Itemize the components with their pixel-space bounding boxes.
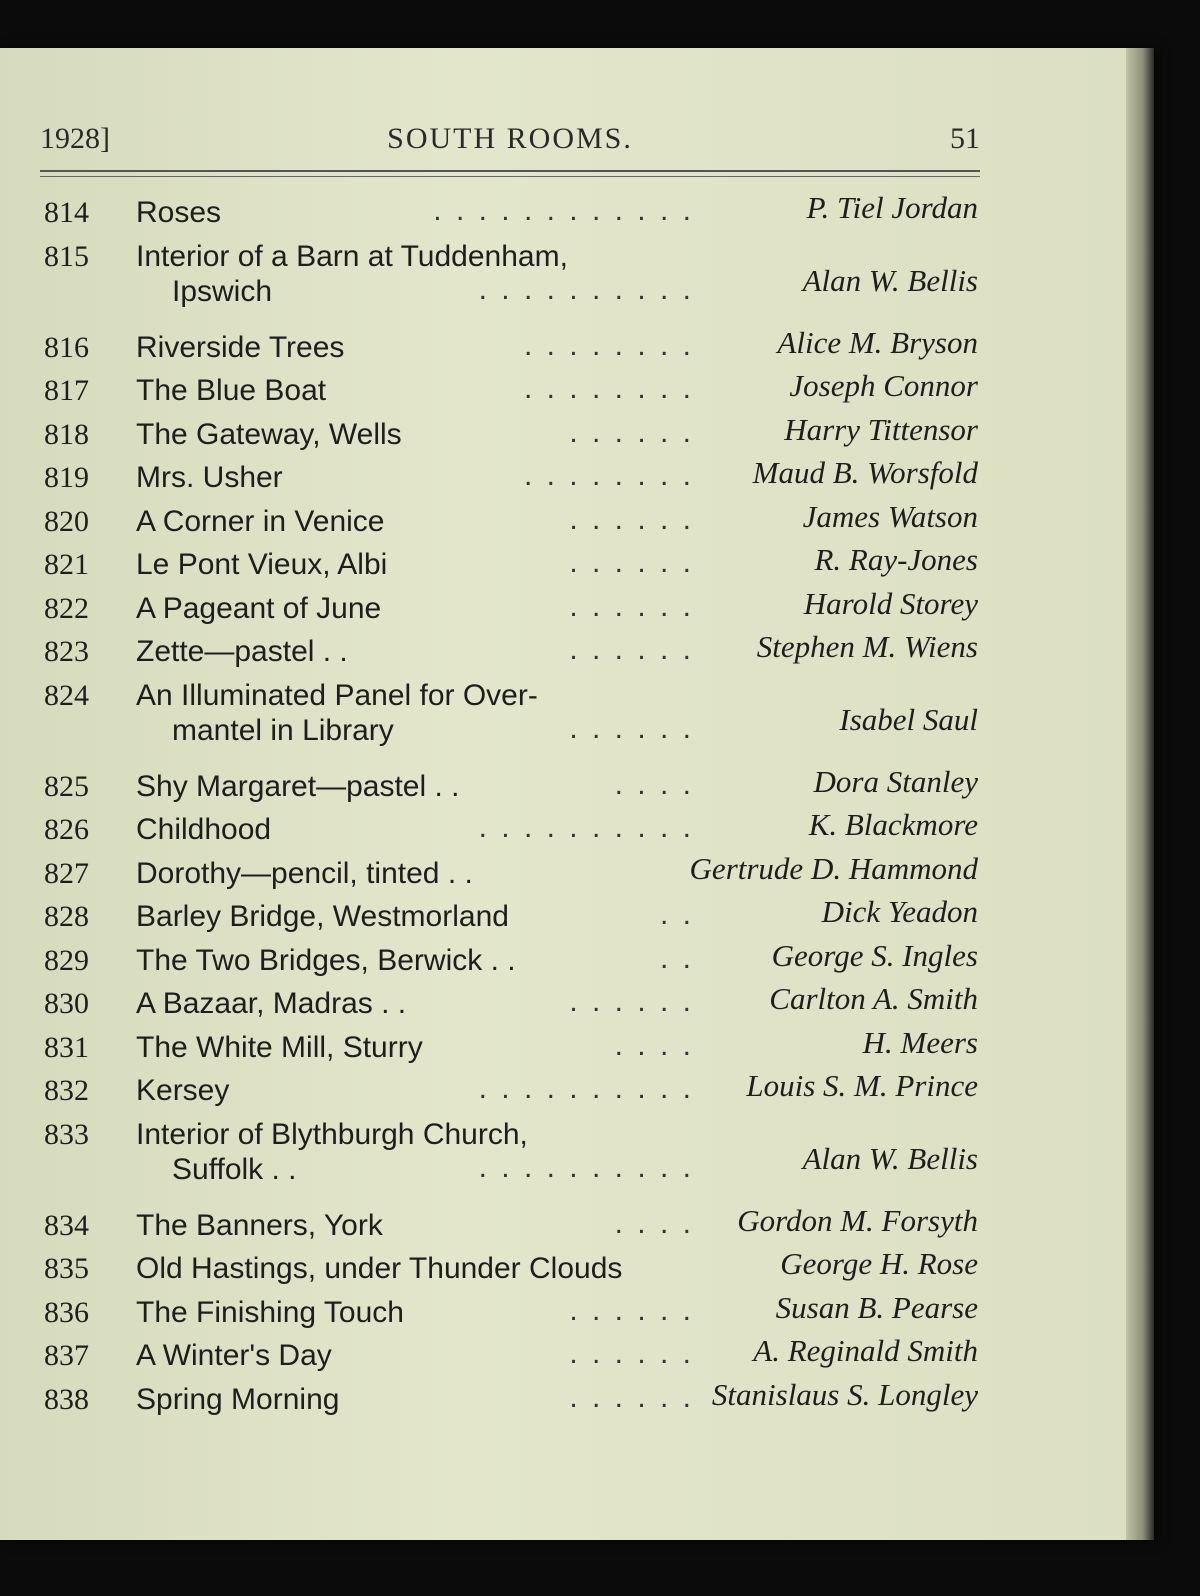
entry-title: Zette—pastel . . xyxy=(136,635,348,668)
entry-artist: Harry Tittensor xyxy=(784,411,978,447)
entry-artist: Carlton A. Smith xyxy=(769,981,978,1016)
dot-leader: . . . . . . xyxy=(569,1337,694,1370)
entry-number: 837 xyxy=(44,1339,89,1372)
entry-artist: Dora Stanley xyxy=(813,763,978,799)
dot-leader: . . . . xyxy=(614,1028,694,1062)
entry-number: 832 xyxy=(44,1074,89,1107)
entry-title-continued: mantel in Library xyxy=(172,714,394,747)
page-edge xyxy=(1126,48,1154,1540)
entry-number: 838 xyxy=(44,1382,89,1416)
entry-artist: Alan W. Bellis xyxy=(802,1141,978,1176)
entry-artist: George S. Ingles xyxy=(771,937,978,973)
entry-title: The Two Bridges, Berwick . . xyxy=(136,943,516,977)
entry-artist: Alice M. Bryson xyxy=(777,324,978,360)
entry-artist: Louis S. M. Prince xyxy=(746,1068,978,1103)
dot-leader: . . xyxy=(659,941,694,975)
dot-leader: . . . . . . xyxy=(569,985,694,1018)
entry-artist: P. Tiel Jordan xyxy=(806,190,978,225)
dot-leader: . . . . . . xyxy=(569,415,694,449)
entry-title: Riverside Trees xyxy=(136,330,345,364)
entry-title: Dorothy—pencil, tinted . . xyxy=(136,856,473,890)
entry-title: Kersey xyxy=(136,1074,230,1107)
entry-title: A Bazaar, Madras . . xyxy=(136,987,407,1020)
entry-artist: Gordon M. Forsyth xyxy=(737,1202,978,1238)
dot-leader: . . xyxy=(659,898,694,931)
catalogue-entry xyxy=(44,1068,984,1118)
dot-leader: . . . . . . xyxy=(569,502,694,536)
entry-number: 818 xyxy=(44,417,89,451)
entry-title: Le Pont Vieux, Albi xyxy=(136,548,388,581)
entry-number: 819 xyxy=(44,461,89,494)
entry-artist: A. Reginald Smith xyxy=(753,1333,978,1368)
page-number: 51 xyxy=(950,122,980,155)
entry-number: 814 xyxy=(44,196,89,229)
entry-artist: George H. Rose xyxy=(780,1246,978,1281)
entry-number: 821 xyxy=(44,548,89,581)
entry-title-continued: Suffolk . . xyxy=(172,1153,297,1186)
entry-number: 824 xyxy=(44,678,89,712)
entry-number: 815 xyxy=(44,239,89,273)
entry-title: Roses xyxy=(136,196,222,229)
entry-title: A Corner in Venice xyxy=(136,504,385,538)
dot-leader: . . . . . . . . xyxy=(523,459,694,492)
dot-leader: . . . . . . xyxy=(569,546,694,579)
dot-leader: . . . . . . . . . . xyxy=(478,273,694,306)
entry-number: 826 xyxy=(44,813,89,846)
entry-number: 831 xyxy=(44,1030,89,1064)
entry-number: 823 xyxy=(44,635,89,668)
entry-number: 822 xyxy=(44,591,89,625)
entry-title: The Gateway, Wells xyxy=(136,417,402,451)
header-title: SOUTH ROOMS. xyxy=(387,122,633,155)
entry-number: 825 xyxy=(44,769,89,803)
dot-leader: . . . . . . . . . . . . xyxy=(433,194,694,227)
dot-leader: . . . . xyxy=(614,1206,694,1240)
dot-leader: . . . . . . xyxy=(569,589,694,623)
entry-number: 820 xyxy=(44,504,89,538)
entry-artist: Maud B. Worsfold xyxy=(752,455,978,490)
entry-title: The Blue Boat xyxy=(136,374,327,407)
catalogue-entry xyxy=(44,190,984,240)
catalogue-entry xyxy=(44,240,984,325)
dot-leader: . . . . . . . . . . xyxy=(478,811,694,844)
entry-artist: Isabel Saul xyxy=(839,702,978,737)
entry-number: 834 xyxy=(44,1208,89,1242)
entry-artist: H. Meers xyxy=(862,1024,978,1060)
entry-title: The Finishing Touch xyxy=(136,1295,404,1329)
entry-artist: James Watson xyxy=(802,498,978,534)
entry-title: Childhood xyxy=(136,813,272,846)
entry-artist: K. Blackmore xyxy=(808,807,978,842)
entry-artist: Alan W. Bellis xyxy=(802,263,978,298)
entry-title: A Pageant of June xyxy=(136,591,382,625)
dot-leader: . . . . . . xyxy=(569,1380,694,1414)
entry-title: Mrs. Usher xyxy=(136,461,283,494)
dot-leader: . . . . . . xyxy=(569,712,694,745)
header-rule-thin xyxy=(40,176,980,177)
entry-number: 829 xyxy=(44,943,89,977)
entry-number: 827 xyxy=(44,856,89,890)
dot-leader: . . . . . . . . xyxy=(523,372,694,405)
entry-title: Old Hastings, under Thunder Clouds xyxy=(136,1252,623,1285)
dot-leader: . . . . . . xyxy=(569,633,694,666)
catalogue-entry xyxy=(44,679,984,764)
entry-title: An Illuminated Panel for Over- xyxy=(136,678,538,712)
entry-title: Interior of a Barn at Tuddenham, xyxy=(136,239,568,273)
header-rule xyxy=(40,170,980,172)
entry-number: 828 xyxy=(44,900,89,933)
entry-artist: Susan B. Pearse xyxy=(775,1289,978,1325)
entry-artist: Dick Yeadon xyxy=(821,894,978,929)
entry-title-continued: Ipswich xyxy=(172,275,273,308)
entry-number: 817 xyxy=(44,374,89,407)
dot-leader: . . . . . . . . xyxy=(523,328,694,362)
header-year: 1928] xyxy=(40,122,110,155)
entry-artist: Gertrude D. Hammond xyxy=(689,850,978,886)
entry-artist: Joseph Connor xyxy=(789,368,978,403)
entry-title: A Winter's Day xyxy=(136,1339,332,1372)
entry-title: Interior of Blythburgh Church, xyxy=(136,1117,528,1151)
entry-title: The White Mill, Sturry xyxy=(136,1030,423,1064)
entry-artist: Stanislaus S. Longley xyxy=(711,1376,978,1412)
running-header xyxy=(40,122,980,166)
dot-leader: . . . . xyxy=(614,767,694,801)
entry-number: 836 xyxy=(44,1295,89,1329)
entry-number: 835 xyxy=(44,1252,89,1285)
entry-title: Spring Morning xyxy=(136,1382,340,1416)
entry-title: The Banners, York xyxy=(136,1208,383,1242)
entry-title: Barley Bridge, Westmorland xyxy=(136,900,509,933)
entry-number: 830 xyxy=(44,987,89,1020)
catalogue-entry xyxy=(44,981,984,1031)
dot-leader: . . . . . . . . . . xyxy=(478,1151,694,1184)
entry-number: 833 xyxy=(44,1117,89,1151)
entry-artist: R. Ray-Jones xyxy=(814,542,978,577)
catalogue-entry xyxy=(44,1376,984,1427)
entry-number: 816 xyxy=(44,330,89,364)
dot-leader: . . . . . . . . . . xyxy=(478,1072,694,1105)
catalogue-entry xyxy=(44,1118,984,1203)
catalogue-entry xyxy=(44,629,984,679)
entry-title: Shy Margaret—pastel . . xyxy=(136,769,460,803)
dot-leader: . . . . . . xyxy=(569,1293,694,1327)
entry-artist: Stephen M. Wiens xyxy=(756,629,978,664)
entry-artist: Harold Storey xyxy=(803,585,978,621)
